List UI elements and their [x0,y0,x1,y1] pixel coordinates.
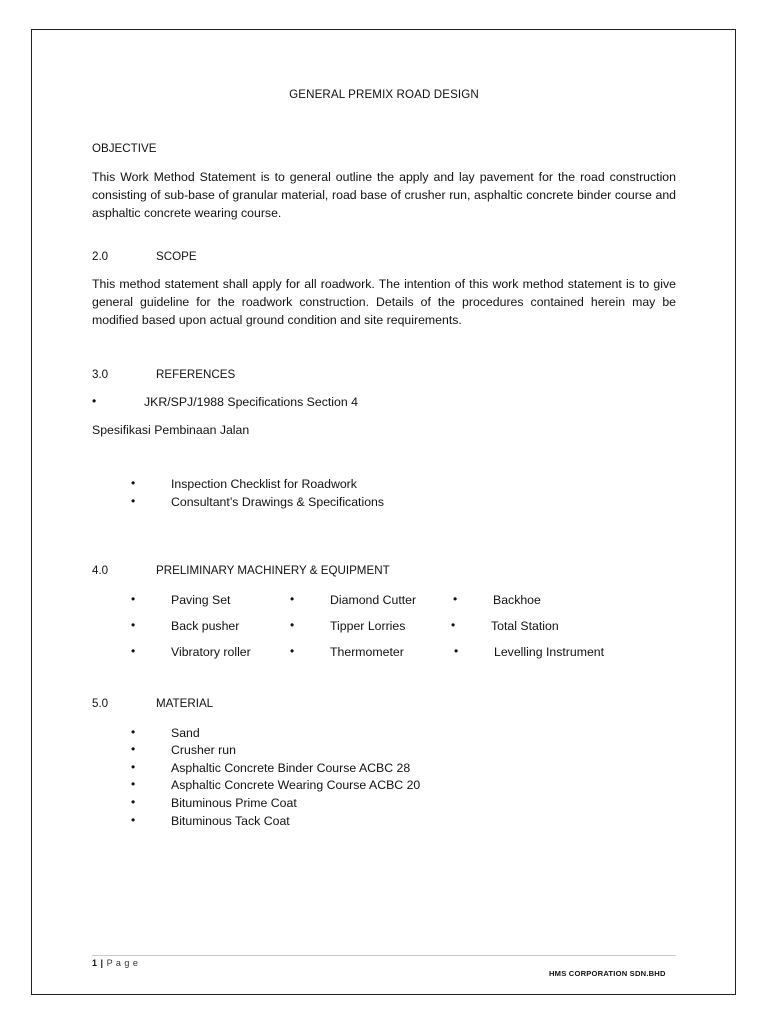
reference-subtext: Spesifikasi Pembinaan Jalan [92,423,250,437]
equipment-item: Paving Set [171,593,231,607]
material-number: 5.0 [92,697,109,710]
objective-heading: OBJECTIVE [92,142,157,155]
reference-item: Inspection Checklist for Roadwork [171,477,357,491]
machinery-number: 4.0 [92,564,109,577]
reference-item: JKR/SPJ/1988 Specifications Section 4 [144,395,358,409]
material-item: Bituminous Prime Coat [171,796,297,810]
equipment-item: Diamond Cutter [330,593,417,607]
company-name: HMS CORPORATION SDN.BHD [549,969,666,978]
material-item: Bituminous Tack Coat [171,814,290,828]
bullet-icon: • [131,760,136,774]
reference-item: Consultant’s Drawings & Specifications [171,495,385,509]
equipment-item: Total Station [491,619,559,633]
bullet-icon: • [290,618,295,632]
material-item: Asphaltic Concrete Wearing Course ACBC 20 [171,778,421,792]
equipment-item: Levelling Instrument [494,645,605,659]
page-number: 1 [92,958,98,968]
scope-number: 2.0 [92,250,109,263]
material-item: Sand [171,726,200,740]
document-title: GENERAL PREMIX ROAD DESIGN [289,88,479,101]
bullet-icon: • [131,742,136,756]
references-number: 3.0 [92,368,109,381]
bullet-icon: • [131,813,136,827]
bullet-icon: • [131,777,136,791]
page-separator: | [100,958,104,968]
bullet-icon: • [131,592,136,606]
bullet-icon: • [290,592,295,606]
bullet-icon: • [451,618,456,632]
bullet-icon: • [131,795,136,809]
equipment-item: Tipper Lorries [330,619,406,633]
scope-paragraph: This method statement shall apply for all roadwork. The intention of this work method statement is to give general guideline for the roadwork construction. Details of the procedures contained herein may be modified based upon actual ground condition and site requirements. [92,277,676,327]
bullet-icon: • [131,725,136,739]
material-heading: MATERIAL [156,697,214,710]
bullet-icon: • [131,476,136,490]
bullet-icon: • [131,644,136,658]
equipment-item: Vibratory roller [171,645,251,659]
bullet-icon: • [131,618,136,632]
equipment-item: Thermometer [330,645,404,659]
footer-divider [92,955,676,956]
bullet-icon: • [454,644,459,658]
material-item: Asphaltic Concrete Binder Course ACBC 28 [171,761,411,775]
page-label: P a g e [106,958,139,968]
objective-paragraph: This Work Method Statement is to general outline the apply and lay pavement for the road construction consisting of sub-base of granular material, road base of crusher run, asphaltic concrete binder course and asphaltic concrete wearing course. [92,170,676,220]
scope-heading: SCOPE [156,250,197,263]
equipment-item: Backhoe [493,593,541,607]
page-number-footer [92,958,138,968]
bullet-icon: • [453,592,458,606]
bullet-icon: • [131,494,136,508]
equipment-item: Back pusher [171,619,240,633]
machinery-heading: PRELIMINARY MACHINERY & EQUIPMENT [156,564,390,577]
material-item: Crusher run [171,743,236,757]
references-heading: REFERENCES [156,368,236,381]
bullet-icon: • [92,394,97,408]
bullet-icon: • [290,644,295,658]
